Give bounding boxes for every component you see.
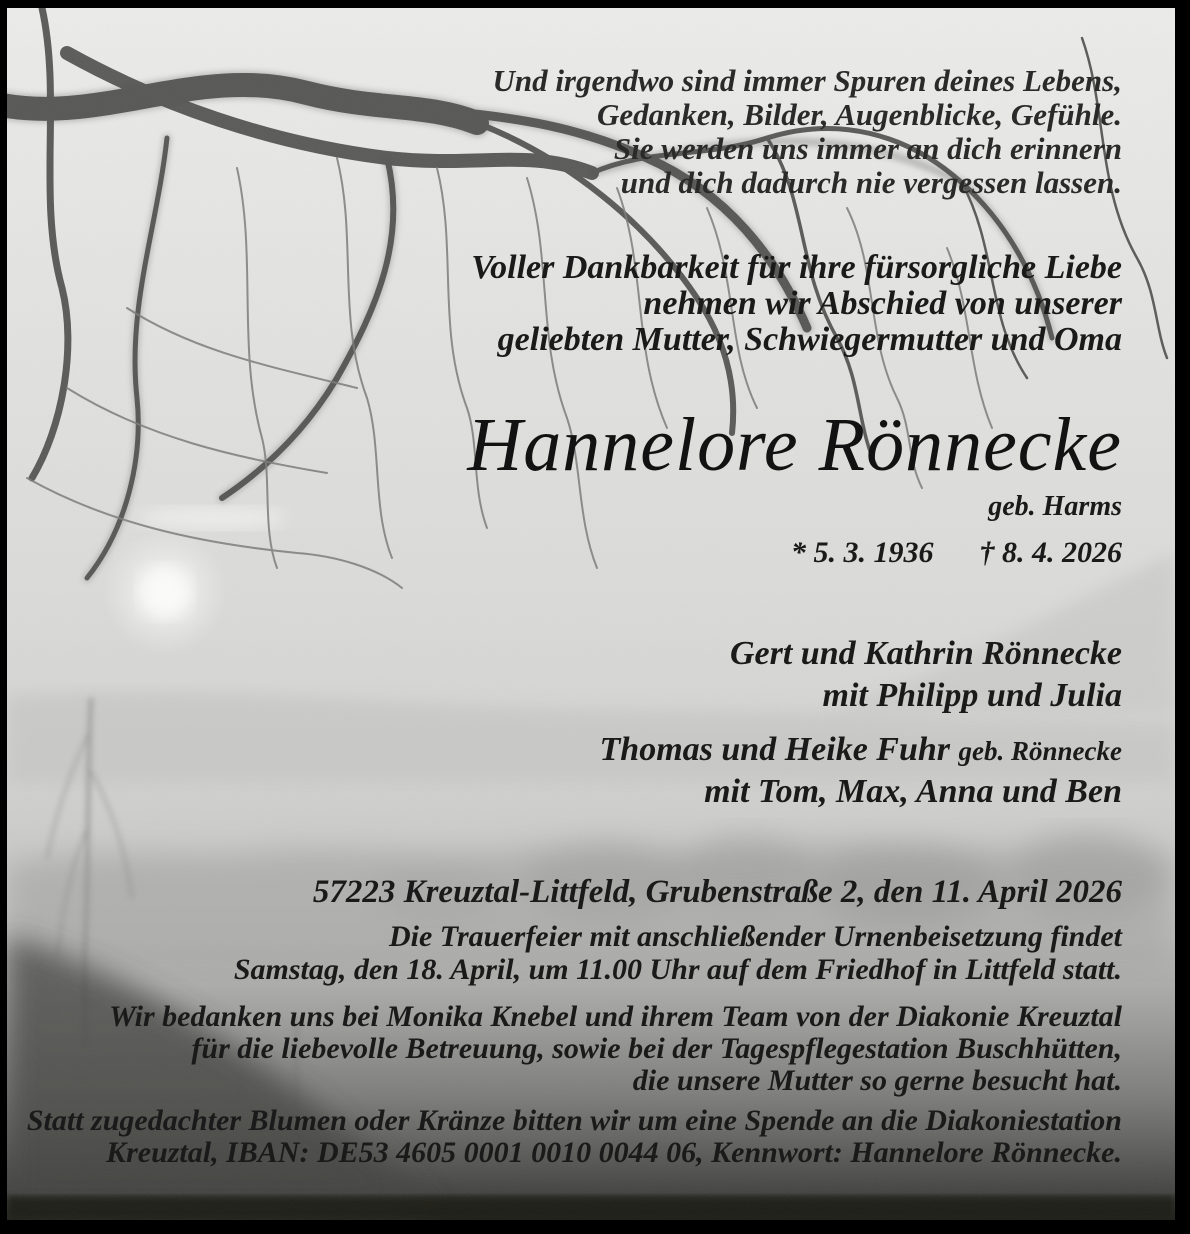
mourner-line: mit Tom, Max, Anna und Ben xyxy=(704,773,1122,810)
birth-date: * 5. 3. 1936 xyxy=(791,536,934,569)
acknowledgement xyxy=(109,1001,1122,1097)
donation-line: Kreuztal, IBAN: DE53 4605 0001 0010 0044 06, Kennwort: Hannelore Rönnecke. xyxy=(106,1136,1122,1169)
verse-line: und dich dadurch nie vergessen lassen. xyxy=(620,165,1122,200)
funeral-line: Samstag, den 18. April, um 11.00 Uhr auf dem Friedhof in Littfeld statt. xyxy=(233,953,1122,986)
donation-request xyxy=(27,1105,1122,1169)
intro-line: nehmen wir Abschied von unserer xyxy=(643,285,1122,322)
maiden-name: geb. Harms xyxy=(988,491,1122,522)
verse-line: Und irgendwo sind immer Spuren deines Lebens, xyxy=(492,63,1122,98)
acknowledgement-line: Wir bedanken uns bei Monika Knebel und ihrem Team von der Diakonie Kreuztal xyxy=(109,1000,1122,1033)
mourner-names: Thomas und Heike Fuhr xyxy=(599,731,951,768)
address-date-line: 57223 Kreuztal-Littfeld, Grubenstraße 2, den 11. April 2026 xyxy=(312,874,1122,910)
mourner-line xyxy=(600,731,1122,770)
donation-line: Statt zugedachter Blumen oder Kränze bitten wir um eine Spende an die Diakoniestation xyxy=(26,1104,1122,1137)
acknowledgement-line: für die liebevolle Betreuung, sowie bei der Tagespflegestation Buschhütten, xyxy=(191,1032,1122,1065)
verse-line: Sie werden uns immer an dich erinnern xyxy=(613,131,1122,166)
farewell-intro xyxy=(471,250,1122,358)
intro-line: geliebten Mutter, Schwiegermutter und Oma xyxy=(497,321,1122,358)
funeral-line: Die Trauerfeier mit anschließender Urnenbeisetzung findet xyxy=(388,920,1122,953)
death-date: † 8. 4. 2026 xyxy=(979,536,1122,569)
memorial-verse xyxy=(492,64,1122,200)
mourner-line: mit Philipp und Julia xyxy=(822,677,1122,714)
intro-line: Voller Dankbarkeit für ihre fürsorgliche Liebe xyxy=(471,249,1122,286)
life-dates xyxy=(791,537,1122,569)
mourner-maiden-name: geb. Rönnecke xyxy=(958,736,1122,766)
acknowledgement-line: die unsere Mutter so gerne besucht hat. xyxy=(632,1064,1122,1097)
deceased-name: Hannelore Rönnecke xyxy=(467,403,1122,487)
verse-line: Gedanken, Bilder, Augenblicke, Gefühle. xyxy=(597,97,1122,132)
mourner-line: Gert und Kathrin Rönnecke xyxy=(729,635,1122,672)
funeral-info xyxy=(234,920,1122,986)
